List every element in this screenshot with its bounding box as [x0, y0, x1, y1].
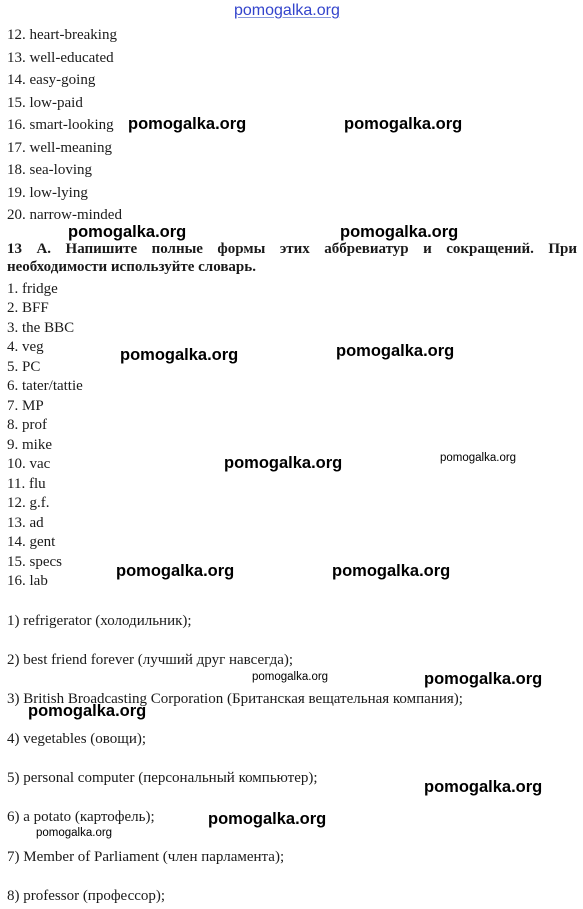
answer-item: 5) personal computer (персональный компьютер); — [7, 770, 318, 786]
list-item: 18. sea-loving — [7, 162, 92, 178]
list-item: 20. narrow-minded — [7, 207, 122, 223]
abbreviation-item: 5. PC — [7, 359, 41, 375]
answer-item: 3) British Broadcasting Corporation (Британская вещательная компания); — [7, 691, 463, 707]
abbreviation-item: 16. lab — [7, 573, 48, 589]
watermark: pomogalka.org — [28, 702, 147, 720]
list-item: 17. well-meaning — [7, 140, 112, 156]
watermark: pomogalka.org — [208, 810, 327, 828]
abbreviation-item: 6. tater/tattie — [7, 378, 83, 394]
list-item: 12. heart-breaking — [7, 27, 117, 43]
abbreviation-item: 13. ad — [7, 515, 44, 531]
watermark: pomogalka.org — [224, 454, 343, 472]
watermark: pomogalka.org — [252, 671, 329, 683]
abbreviation-item: 12. g.f. — [7, 495, 50, 511]
answer-item: 4) vegetables (овощи); — [7, 731, 147, 747]
watermark-top: pomogalka.org — [234, 2, 340, 19]
watermark: pomogalka.org — [340, 223, 459, 241]
abbreviation-item: 10. vac — [7, 456, 51, 472]
abbreviation-item: 7. MP — [7, 398, 44, 414]
answer-item: 1) refrigerator (холодильник); — [7, 613, 192, 629]
list-item: 15. low-paid — [7, 95, 83, 111]
watermark: pomogalka.org — [128, 115, 247, 133]
watermark: pomogalka.org — [336, 342, 455, 360]
abbreviation-item: 4. veg — [7, 339, 44, 355]
watermark: pomogalka.org — [424, 778, 543, 796]
list-item: 14. easy-going — [7, 72, 96, 88]
answer-item: 8) professor (профессор); — [7, 888, 166, 904]
abbreviation-item: 1. fridge — [7, 281, 58, 297]
watermark: pomogalka.org — [116, 562, 235, 580]
watermark: pomogalka.org — [68, 223, 187, 241]
watermark: pomogalka.org — [424, 670, 543, 688]
watermark: pomogalka.org — [36, 827, 113, 839]
abbreviation-item: 2. BFF — [7, 300, 49, 316]
abbreviation-item: 15. specs — [7, 554, 62, 570]
watermark: pomogalka.org — [344, 115, 463, 133]
abbreviation-item: 11. flu — [7, 476, 46, 492]
answer-item: 6) a potato (картофель); — [7, 809, 155, 825]
watermark: pomogalka.org — [332, 562, 451, 580]
answer-item: 2) best friend forever (лучший друг навсегда); — [7, 652, 294, 668]
list-item: 16. smart-looking — [7, 117, 114, 133]
abbreviation-item: 8. prof — [7, 417, 47, 433]
watermark: pomogalka.org — [120, 346, 239, 364]
list-item: 13. well-educated — [7, 50, 114, 66]
task-heading: 13 А. Напишите полные формы этих аббревиатур и сокращений. При необходимости используйте словарь. — [7, 241, 577, 275]
abbreviation-item: 14. gent — [7, 534, 56, 550]
answer-item: 7) Member of Parliament (член парламента); — [7, 849, 285, 865]
abbreviation-item: 9. mike — [7, 437, 52, 453]
abbreviation-item: 3. the BBC — [7, 320, 75, 336]
watermark: pomogalka.org — [440, 452, 517, 464]
list-item: 19. low-lying — [7, 185, 88, 201]
